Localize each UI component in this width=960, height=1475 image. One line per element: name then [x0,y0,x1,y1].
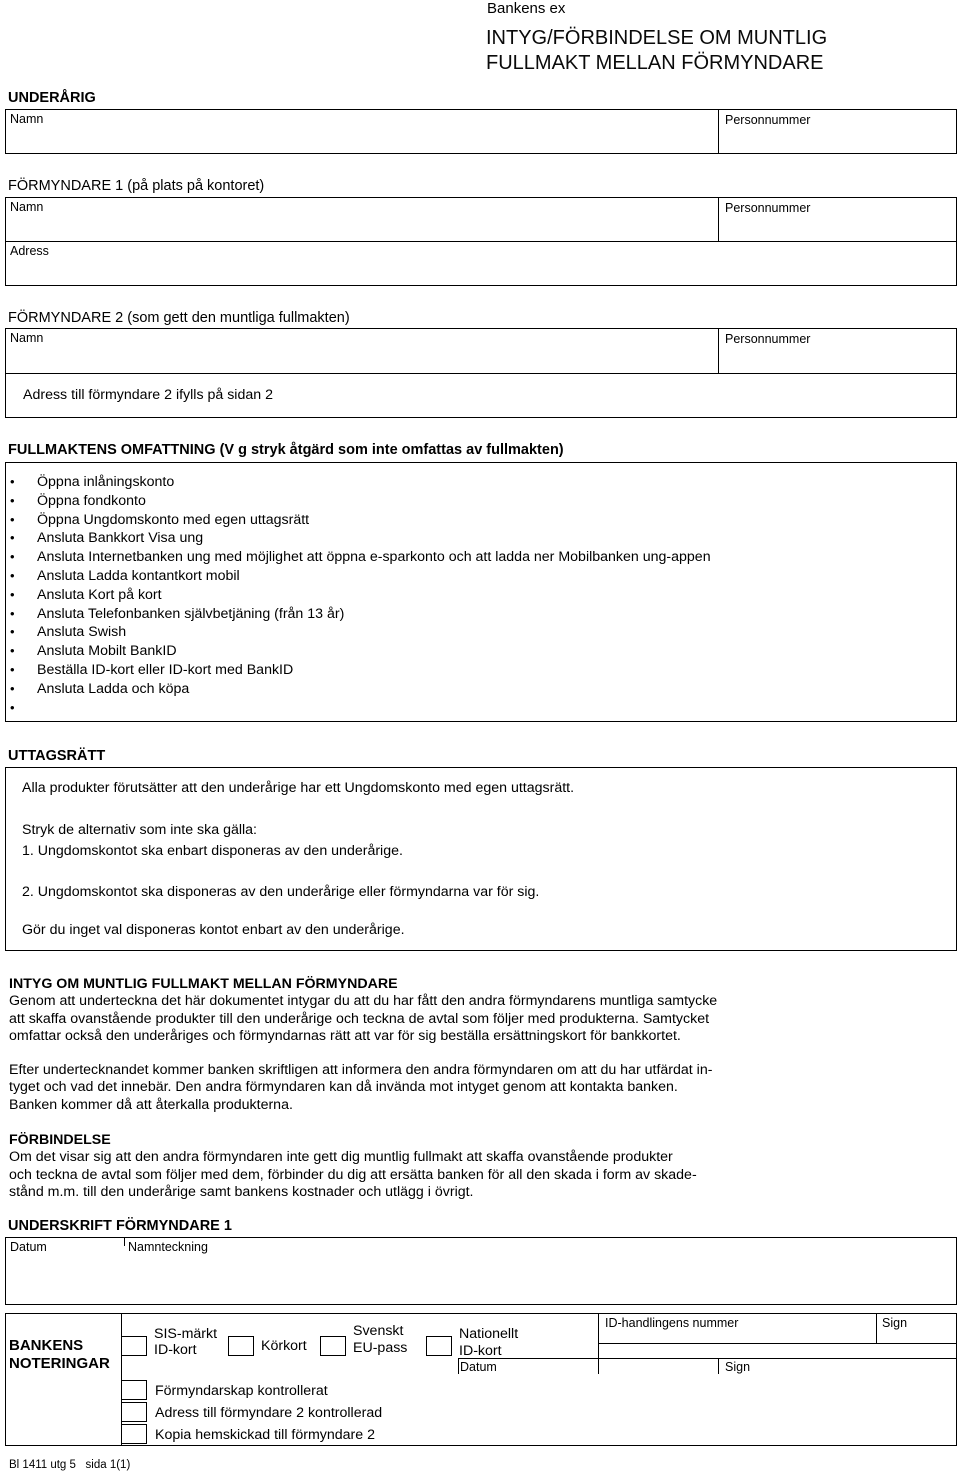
address-check-checkbox[interactable] [121,1402,147,1422]
forbindelse-section [9,1132,889,1201]
address-check-label: Adress till förmyndare 2 kontrollerad [155,1405,383,1421]
underarig-pnr-field[interactable] [719,110,956,153]
national-id-label-line2: ID-kort [459,1343,502,1359]
title-line-1: INTYG/FÖRBINDELSE OM MUNTLIG [486,27,828,49]
sis-id-label-line1: SIS-märkt [154,1326,218,1342]
signature-date-field[interactable] [6,1238,124,1304]
formyndare1-pnr-label: Personnummer [725,201,811,215]
formyndare2-name-field[interactable] [6,329,718,373]
section-formyndare1-heading: FÖRMYNDARE 1 (på plats på kontoret) [8,178,265,194]
copy-sent-checkbox[interactable] [121,1424,147,1444]
national-id-label-line1: Nationellt [459,1326,519,1342]
scope-item[interactable]: • Öppna inlåningskonto [10,473,711,492]
formyndare2-address-note: Adress till förmyndare 2 ifylls på sidan 2 [23,387,273,403]
signature-date-label: Datum [10,1240,47,1254]
intyg-p1-line1: Genom att underteckna det här dokumentet intygar du att du har fått den andra förmyndarens muntliga samtycke [9,993,718,1010]
formyndare2-box [5,328,957,418]
underarig-name-field[interactable] [6,110,718,153]
uttag-line-1: Alla produkter förutsätter att den underårige har ett Ungdomskonto med egen uttagsrätt. [22,780,575,796]
sis-id-label [154,1326,217,1358]
scope-item[interactable]: • Öppna fondkonto [10,492,711,511]
scope-item[interactable]: • Ansluta Ladda och köpa [10,680,711,699]
intyg-section [9,976,889,1114]
formyndare2-pnr-label: Personnummer [725,332,811,346]
signature-name-label: Namnteckning [128,1240,208,1254]
intyg-p2-line2: tyget och vad det innebär. Den andra förmyndaren kan då invända mot intyget genom att kontakta banken. [9,1079,678,1096]
underarig-name-label: Namn [10,112,44,126]
intyg-p1-line3: omfattar också den underåriges och förmyndarnas rätt att var för sig beställa ersättningskort för bankkortet. [9,1027,681,1044]
copy-sent-label: Kopia hemskickad till förmyndare 2 [155,1427,376,1443]
guardianship-checkbox[interactable] [121,1380,147,1400]
formyndare1-pnr-field[interactable] [719,198,956,241]
scope-item[interactable]: • Ansluta Telefonbanken självbetjäning (från 13 år) [10,605,711,624]
uttag-line-2: Stryk de alternativ som inte ska gälla: [22,822,257,838]
scope-item[interactable]: • Ansluta Kort på kort [10,586,711,605]
forbindelse-heading: FÖRBINDELSE [9,1132,111,1148]
intyg-heading: INTYG OM MUNTLIG FULLMAKT MELLAN FÖRMYNDARE [9,976,398,992]
sign-bottom-label: Sign [725,1360,751,1374]
id-number-label: ID-handlingens nummer [605,1316,739,1330]
formyndare1-address-field[interactable] [6,242,956,285]
bank-notes-heading-line2: NOTERINGAR [9,1355,110,1372]
page-number: sida 1(1) [85,1459,131,1471]
footer [9,1459,130,1471]
bank-notes-heading [9,1337,110,1373]
formyndare1-name-label: Namn [10,200,44,214]
guardianship-label: Förmyndarskap kontrollerat [155,1383,328,1399]
document-title [486,26,827,76]
date-label: Datum [460,1360,497,1374]
bank-notes-heading-line1: BANKENS [9,1337,84,1354]
section-scope-heading: FULLMAKTENS OMFATTNING (V g stryk åtgärd som inte omfattas av fullmakten) [8,442,564,458]
scope-item[interactable]: • Ansluta Bankkort Visa ung [10,529,711,548]
forbindelse-line3: stånd m.m. till den underårige samt bankens kostnader och utlägg i övrigt. [9,1183,474,1200]
signature-field[interactable] [125,1238,956,1304]
sign-top-label: Sign [882,1316,908,1330]
formyndare1-name-field[interactable] [6,198,718,241]
uttag-option-2[interactable]: 2. Ungdomskontot ska disponeras av den underårige eller förmyndarna var för sig. [22,884,540,900]
national-id-checkbox[interactable] [426,1336,452,1356]
title-line-2: FULLMAKT MELLAN FÖRMYNDARE [486,52,824,74]
korkort-label: Körkort [261,1338,307,1354]
scope-item[interactable]: • Beställa ID-kort eller ID-kort med BankID [10,661,711,680]
underarig-pnr-label: Personnummer [725,113,811,127]
sis-id-checkbox[interactable] [121,1336,147,1356]
underarig-box [5,109,957,154]
scope-item[interactable]: • Ansluta Internetbanken ung med möjlighet att öppna e-sparkonto och att ladda ner Mobilbanken ung-appen [10,548,711,567]
scope-item-empty[interactable] [10,699,711,718]
formyndare2-name-label: Namn [10,331,44,345]
sis-id-label-line2: ID-kort [154,1342,197,1358]
formyndare1-box [5,197,957,286]
eu-pass-label-line2: EU-pass [353,1340,408,1356]
section-formyndare2-heading: FÖRMYNDARE 2 (som gett den muntliga fullmakten) [8,310,350,326]
forbindelse-line1: Om det visar sig att den andra förmyndaren inte gett dig muntlig fullmakt att skaffa ovanstående produkter [9,1149,673,1166]
forbindelse-line2: och teckna de avtal som följer med dem, förbinder du dig att ersätta banken för all den skada i form av skade- [9,1166,697,1183]
uttag-option-1[interactable]: 1. Ungdomskontot ska enbart disponeras av den underårige. [22,843,403,859]
uttag-line-5: Gör du inget val disponeras kontot enbart av den underårige. [22,922,405,938]
national-id-label [459,1326,518,1360]
form-id: Bl 1411 utg 5 [9,1459,76,1471]
scope-item[interactable]: • Ansluta Mobilt BankID [10,642,711,661]
scope-list [10,473,711,717]
eu-pass-label [353,1323,407,1357]
scope-item[interactable]: • Ansluta Swish [10,623,711,642]
signature-box [5,1237,957,1305]
eu-pass-checkbox[interactable] [320,1336,346,1356]
section-underarig-heading: UNDERÅRIG [8,90,96,106]
eu-pass-label-line1: Svenskt [353,1323,404,1339]
scope-item[interactable]: • Ansluta Ladda kontantkort mobil [10,567,711,586]
bank-copy-label: Bankens ex [487,0,566,17]
intyg-p2-line3: Banken kommer då att återkalla produkterna. [9,1096,293,1113]
korkort-checkbox[interactable] [228,1336,254,1356]
section-uttag-heading: UTTAGSRÄTT [8,748,106,764]
formyndare2-pnr-field[interactable] [719,329,956,373]
intyg-p1-line2: att skaffa ovanstående produkter till den underårige och teckna de avtal som följer med produkterna. Samtycket [9,1010,710,1027]
section-signature-heading: UNDERSKRIFT FÖRMYNDARE 1 [8,1218,232,1234]
scope-item[interactable]: • Öppna Ungdomskonto med egen uttagsrätt [10,511,711,530]
intyg-p2-line1: Efter undertecknandet kommer banken skriftligen att informera den andra förmyndaren om att du har utfärdat in- [9,1062,713,1079]
formyndare1-address-label: Adress [10,244,49,258]
